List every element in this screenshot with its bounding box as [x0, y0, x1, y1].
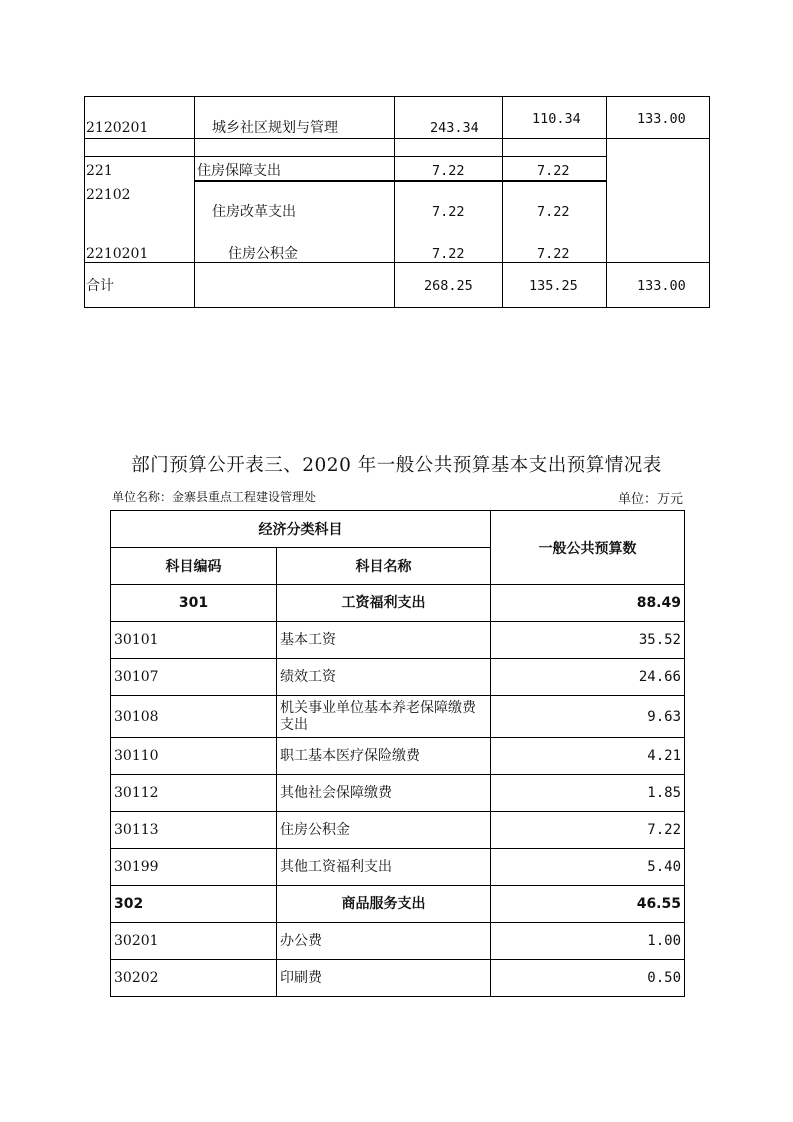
- row-total: 7.22: [432, 163, 465, 179]
- page-title: 部门预算公开表三、2020 年一般公共预算基本支出预算情况表: [131, 455, 662, 476]
- table-row: [111, 738, 685, 775]
- header-amount: 一般公共预算数: [491, 511, 685, 585]
- cell-name: 其他工资福利支出: [277, 849, 491, 886]
- cell-name: 机关事业单位基本养老保障缴费支出: [277, 696, 491, 738]
- row-basic: 110.34: [532, 111, 581, 127]
- row-name: 住房公积金: [228, 246, 298, 262]
- table-row: [111, 659, 685, 696]
- table-row: [111, 696, 685, 738]
- cell-name: 基本工资: [277, 622, 491, 659]
- cell-amount: 1.00: [491, 923, 685, 960]
- unit-label: 单位：万元: [617, 492, 683, 507]
- row-basic: 7.22: [537, 204, 570, 220]
- row-total: 243.34: [430, 120, 479, 136]
- cell-name: 绩效工资: [277, 659, 491, 696]
- row-name: 住房改革支出: [212, 204, 296, 220]
- table-row: [111, 849, 685, 886]
- cell-code: 30101: [111, 622, 277, 659]
- table-row: [111, 886, 685, 923]
- cell-amount: 88.49: [491, 585, 685, 622]
- row-total: 268.25: [424, 278, 473, 294]
- cell-code: 30107: [111, 659, 277, 696]
- table-row: [111, 923, 685, 960]
- cell-code: 30202: [111, 960, 277, 997]
- row-project: 133.00: [637, 111, 686, 127]
- cell-name: 职工基本医疗保险缴费: [277, 738, 491, 775]
- cell-code: 302: [111, 886, 277, 923]
- header-economic-category: 经济分类科目: [111, 511, 491, 548]
- cell-name: 办公费: [277, 923, 491, 960]
- row-code: 2120201: [86, 120, 149, 136]
- cell-amount: 0.50: [491, 960, 685, 997]
- cell-amount: 1.85: [491, 775, 685, 812]
- cell-code: 301: [111, 585, 277, 622]
- row-code: 221: [86, 163, 113, 179]
- cell-amount: 4.21: [491, 738, 685, 775]
- cell-code: 30110: [111, 738, 277, 775]
- table-row: [111, 960, 685, 997]
- cell-name: 印刷费: [277, 960, 491, 997]
- table-row: [111, 622, 685, 659]
- row-basic: 7.22: [537, 163, 570, 179]
- cell-amount: 46.55: [491, 886, 685, 923]
- header-code: 科目编码: [111, 548, 277, 585]
- row-code: 22102: [86, 187, 131, 203]
- cell-code: 30201: [111, 923, 277, 960]
- row-code: 2210201: [86, 246, 149, 262]
- row-total: 7.22: [432, 204, 465, 220]
- cell-amount: 35.52: [491, 622, 685, 659]
- cell-name: 其他社会保障缴费: [277, 775, 491, 812]
- cell-name: 商品服务支出: [277, 886, 491, 923]
- cell-code: 30112: [111, 775, 277, 812]
- table-row: [111, 812, 685, 849]
- row-basic: 135.25: [529, 278, 578, 294]
- cell-amount: 9.63: [491, 696, 685, 738]
- table-row: [111, 585, 685, 622]
- basic-expenditure-table: [110, 510, 685, 997]
- cell-name: 住房公积金: [277, 812, 491, 849]
- cell-code: 30108: [111, 696, 277, 738]
- unit-name: 单位名称：金寨县重点工程建设管理处: [112, 490, 317, 504]
- row-basic: 7.22: [537, 246, 570, 262]
- header-name: 科目名称: [277, 548, 491, 585]
- cell-amount: 24.66: [491, 659, 685, 696]
- cell-name: 工资福利支出: [277, 585, 491, 622]
- row-total: 7.22: [432, 246, 465, 262]
- cell-amount: 5.40: [491, 849, 685, 886]
- cell-code: 30199: [111, 849, 277, 886]
- cell-code: 30113: [111, 812, 277, 849]
- total-label: 合计: [86, 278, 114, 294]
- row-name: 城乡社区规划与管理: [212, 120, 338, 136]
- row-project: 133.00: [637, 278, 686, 294]
- continued-expenditure-table: [84, 96, 710, 308]
- row-name: 住房保障支出: [197, 163, 281, 179]
- cell-amount: 7.22: [491, 812, 685, 849]
- table-row: [111, 775, 685, 812]
